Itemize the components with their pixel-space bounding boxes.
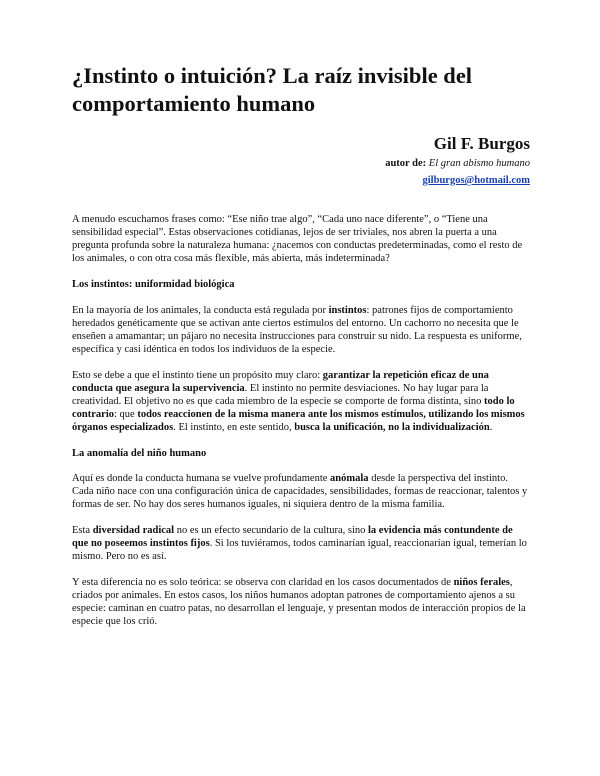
paragraph-anomaly-2: Esta diversidad radical no es un efecto secundario de la cultura, sino la evidencia más contundente de que no poseemos instintos fijos. Si los tuviéramos, todos caminarían igual, reaccionarían igual, temerían lo mismo. Pero no es así.: [72, 525, 527, 563]
section-heading-instincts: Los instintos: uniformidad biológica: [72, 278, 235, 290]
paragraph-anomaly-1: Aquí es donde la conducta humana se vuelve profundamente anómala desde la perspectiva del instinto. Cada niño nace con una configuración única de capacidades, sensibilidades, formas de reaccionar, talentos y formas de ser. No hay dos seres humanos iguales, ni siquiera dentro de la misma familia.: [72, 473, 528, 511]
author-name: Gil F. Burgos: [433, 134, 530, 153]
author-credit-label: autor de:: [385, 158, 427, 169]
paragraph-instincts-1: En la mayoría de los animales, la conducta está regulada por instintos: patrones fijos de comportamiento heredados genéticamente que se activan ante ciertos estímulos del entorno. Un cachorro no necesita que le enseñen a amamantar; un pájaro no necesita instrucciones para construir su nido. La respuesta es uniforme, específica y casi idéntica en todos los individuos de la especie.: [72, 304, 522, 355]
author-email-link[interactable]: gilburgos@hotmail.com: [422, 175, 530, 186]
article-body: [72, 213, 530, 628]
paragraph-instincts-2: Esto se debe a que el instinto tiene un propósito muy claro: garantizar la repetición eficaz de una conducta que asegura la supervivencia. El instinto no permite desviaciones. No hay lugar para la creatividad. El objetivo no es que cada miembro de la especie se comporte de forma distinta, sino todo lo contrario: que todos reaccionen de la misma manera ante los mismos estímulos, utilizando los mismos órganos especializados. El instinto, en este sentido, busca la unificación, no la individualización.: [72, 369, 525, 433]
document-page: [72, 62, 530, 641]
document-title: ¿Instinto o intuición? La raíz invisible del comportamiento humano: [72, 63, 473, 116]
paragraph-anomaly-3: Y esta diferencia no es solo teórica: se observa con claridad en los casos documentados de niños ferales, criados por animales. En estos casos, los niños humanos adoptan patrones de comportamiento ajenos a su especie: caminan en cuatro patas, no desarrollan el lenguaje, y presentan modos de interacción propios de la especie que los crió.: [72, 576, 526, 628]
author-credit: [72, 157, 530, 170]
section-heading-anomaly: La anomalía del niño humano: [72, 447, 207, 459]
author-book-title: El gran abismo humano: [428, 158, 530, 169]
intro-paragraph: A menudo escuchamos frases como: “Ese niño trae algo”, “Cada uno nace diferente”, o “Tiene una sensibilidad especial”. Estas observaciones cotidianas, lejos de ser triviales, nos abren la puerta a una pregunta profunda sobre la naturaleza humana: ¿nacemos con conductas predeterminadas, como el resto de los animales, o con otra cosa más flexible, más abierta, más indeterminada?: [72, 214, 523, 265]
author-block: [72, 134, 530, 188]
